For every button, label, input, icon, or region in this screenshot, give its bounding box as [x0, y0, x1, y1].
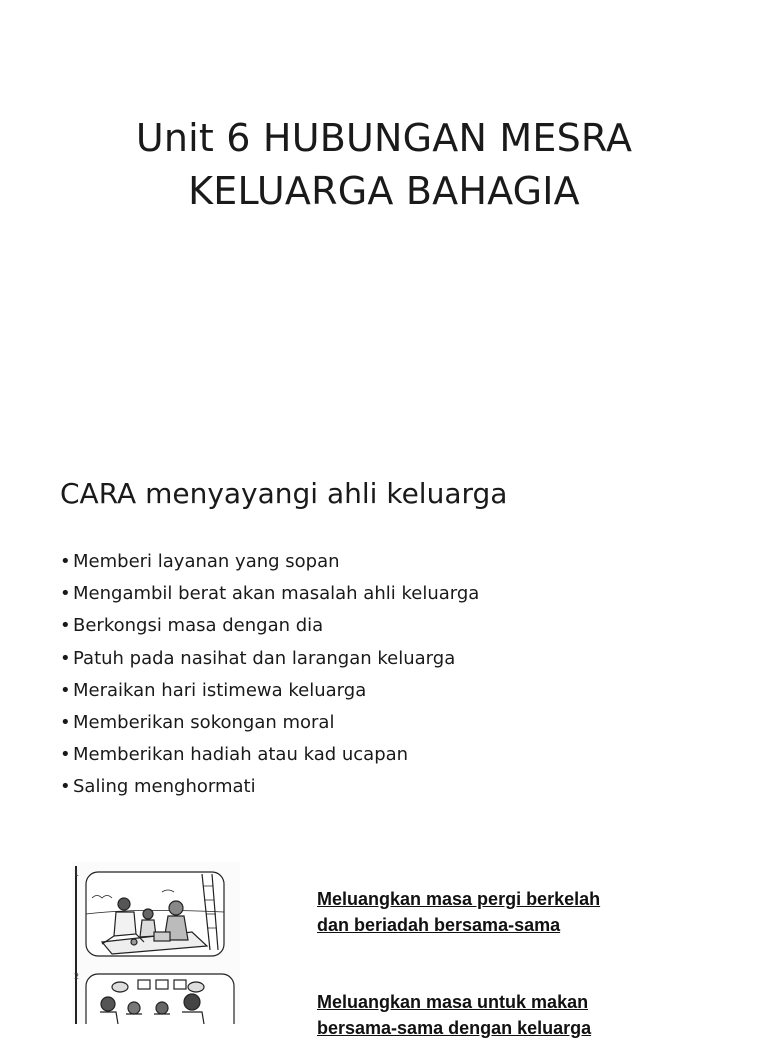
panel-number-2: 2 [74, 972, 80, 981]
bullet-dot: • [60, 615, 71, 637]
list-item: • Patuh pada nasihat dan larangan keluarga [60, 643, 479, 675]
bullet-dot: • [60, 551, 71, 572]
bullet-dot: • [60, 712, 71, 734]
list-item: • Meraikan hari istimewa keluarga [60, 675, 479, 707]
slide-title [0, 112, 768, 218]
bullet-dot: • [60, 583, 71, 605]
list-item: • Memberikan hadiah atau kad ucapan [60, 739, 479, 771]
meal-caption: Meluangkan masa untuk makan bersama-sama dengan keluarga [317, 992, 592, 1038]
list-item: • Berkongsi masa dengan dia [60, 610, 479, 642]
title-line-1: Unit 6 HUBUNGAN MESRA [135, 116, 633, 160]
list-item: • Memberi layanan yang sopan [60, 546, 479, 578]
illustration-drawing [72, 862, 240, 1024]
list-item: • Memberikan sokongan moral [60, 707, 479, 739]
bullet-list [60, 546, 479, 804]
family-illustration [72, 862, 240, 1024]
title-line-2: KELUARGA BAHAGIA [188, 169, 580, 213]
meal-panel [86, 974, 234, 1024]
bullet-dot: • [60, 679, 71, 701]
list-item: • Saling menghormati [60, 771, 479, 803]
picnic-panel [86, 872, 224, 956]
picnic-caption: Meluangkan masa pergi berkelah dan beriadah bersama-sama [317, 889, 601, 935]
list-item: • Mengambil berat akan masalah ahli keluarga [60, 578, 479, 610]
bullet-dot: • [60, 744, 71, 766]
section-heading: CARA menyayangi ahli keluarga [60, 477, 508, 510]
bullet-dot: • [60, 647, 71, 669]
panel-number-1: 1 [74, 869, 80, 878]
bullet-dot: • [60, 776, 71, 798]
